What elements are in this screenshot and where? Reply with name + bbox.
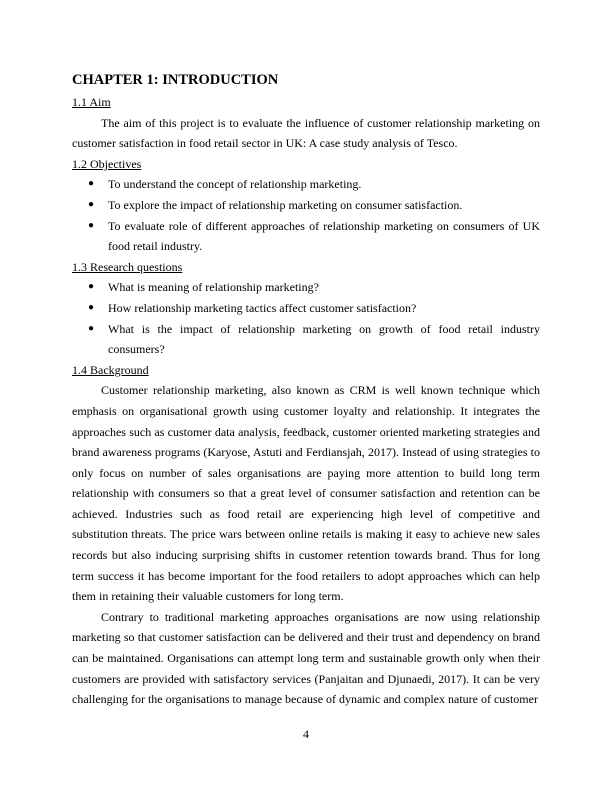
bullet-icon: ● xyxy=(88,322,95,334)
bullet-icon: ● xyxy=(88,198,95,210)
bullet-icon: ● xyxy=(88,281,95,293)
aim-paragraph: The aim of this project is to evaluate the influence of customer relationship marketing on customer satisfaction in food retail sector in UK: A case study analysis of Tesco. xyxy=(72,115,540,151)
aim-section xyxy=(72,92,540,154)
list-item xyxy=(72,174,540,195)
background-heading: 1.4 Background xyxy=(72,362,149,377)
list-item-text: What is the impact of relationship marketing on growth of food retail industry consumers? xyxy=(108,321,540,357)
bullet-icon: ● xyxy=(88,219,95,231)
background-section xyxy=(72,360,540,710)
aim-heading: 1.1 Aim xyxy=(72,95,111,109)
list-item-text: How relationship marketing tactics affect customer satisfaction? xyxy=(108,300,417,315)
research-questions-list xyxy=(72,277,540,359)
objectives-section xyxy=(72,154,540,257)
research-questions-heading: 1.3 Research questions xyxy=(72,259,183,274)
background-paragraph: Contrary to traditional marketing approaches organisations are now using relationship marketing so that customer satisfaction can be delivered and their trust and dependency on brand can be maintained. Organisations can attempt long term and sustainable growth only when their customers are provided with satisfactory services (Panjaitan and Djunaedi, 2017). It can be very challenging for the organisations to manage because of dynamic and complex nature of customer xyxy=(72,609,540,707)
list-item xyxy=(72,277,540,298)
background-paragraph: Customer relationship marketing, also known as CRM is well known technique which emphasis on organisational growth using customer loyalty and relationship. It integrates the approaches such as customer data analysis, feedback, customer oriented marketing strategies and brand awareness programs (Karyose, Astuti and Ferdiansjah, 2017). Instead of using strategies to only focus on number of sales organisations are paying more attention to build long term relationship with consumers so that a great level of consumer satisfaction and retention can be achieved. Industries such as food retail are experiencing high level of competitive and substitution threats. The price wars between online retails is making it easy to achieve new sales records but also inducing surprising shifts in customer retention towards brand. Thus for long term success it has become important for the food retailers to adopt approaches which can help them in retaining their valuable customers for long term. xyxy=(72,383,540,604)
list-item xyxy=(72,319,540,360)
objectives-heading: 1.2 Objectives xyxy=(72,156,142,171)
objectives-list xyxy=(72,174,540,256)
list-item-text: To explore the impact of relationship marketing on consumer satisfaction. xyxy=(108,197,463,212)
page-number: 4 xyxy=(303,727,309,741)
document-page xyxy=(72,70,540,710)
list-item xyxy=(72,195,540,216)
chapter-title: CHAPTER 1: INTRODUCTION xyxy=(72,72,279,88)
research-questions-section xyxy=(72,257,540,360)
list-item-text: What is meaning of relationship marketing? xyxy=(108,280,319,295)
bullet-icon: ● xyxy=(88,178,95,190)
list-item-text: To evaluate role of different approaches of relationship marketing on consumers of UK food retail industry. xyxy=(108,218,540,254)
list-item xyxy=(72,216,540,257)
list-item-text: To understand the concept of relationship marketing. xyxy=(108,177,362,192)
bullet-icon: ● xyxy=(88,301,95,313)
list-item xyxy=(72,298,540,319)
